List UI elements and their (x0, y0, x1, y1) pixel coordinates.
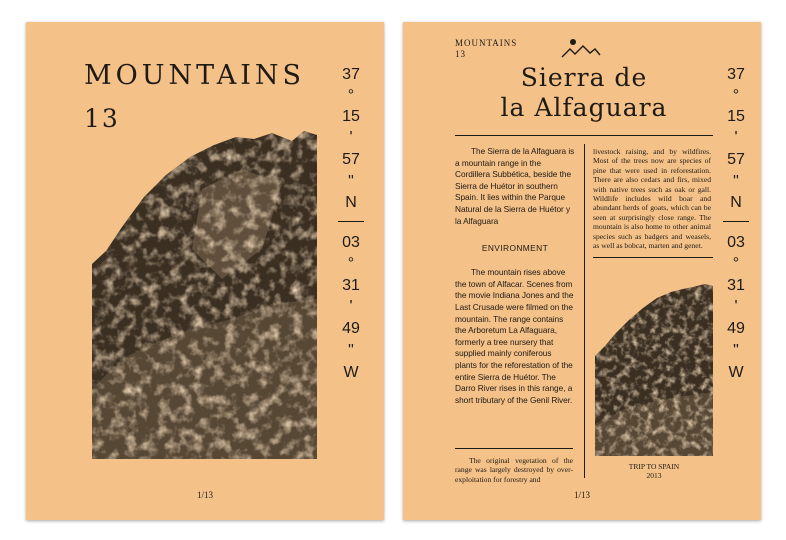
coord-longitude-seconds: 49 (342, 320, 360, 337)
coord-minute-symbol: ' (734, 298, 738, 315)
coord-degree-symbol: ° (732, 87, 740, 104)
running-header-number: 13 (455, 49, 466, 59)
coord-longitude-minutes: 31 (727, 277, 745, 294)
coord-divider (723, 221, 749, 222)
coord-second-symbol: " (733, 342, 739, 359)
column-left-rule (455, 448, 573, 449)
photo-caption-year: 2013 (646, 471, 662, 480)
coord-second-symbol: " (348, 342, 354, 359)
photo-caption (593, 462, 715, 480)
mountain-icon (560, 37, 602, 59)
coord-minute-symbol: ' (349, 129, 353, 146)
coord-longitude-degrees: 03 (727, 234, 745, 251)
running-header-title: MOUNTAINS (455, 38, 518, 48)
coord-latitude-minutes: 15 (342, 108, 360, 125)
coord-longitude-seconds: 49 (727, 320, 745, 337)
coord-second-symbol: " (348, 173, 354, 190)
page-folio: 1/13 (573, 490, 590, 500)
intro-paragraph: The Sierra de la Alfaguara is a mountain range in the Cordillera Subbética, beside the Sierra de Huétor in southern Spain. It lies within the Parque Natural de la Sierra de Huétor y la Alfaguara (455, 146, 575, 226)
coord-longitude-minutes: 31 (342, 277, 360, 294)
coord-latitude-seconds: 57 (727, 151, 745, 168)
page-title: MOUNTAINS (84, 60, 305, 91)
section-heading: ENVIRONMENT (481, 243, 549, 254)
coord-west: W (728, 364, 744, 381)
column-left (455, 146, 575, 406)
article-title (455, 63, 713, 123)
mountain-photo-small (595, 284, 713, 456)
page-folio: 1/13 (196, 490, 213, 500)
title-rule (455, 135, 713, 136)
coord-degree-symbol: ° (347, 255, 355, 272)
coord-divider (338, 221, 364, 222)
coord-minute-symbol: ' (349, 298, 353, 315)
mountain-photo (92, 129, 317, 459)
coord-latitude-minutes: 15 (727, 108, 745, 125)
coord-latitude-degrees: 37 (727, 66, 745, 83)
coord-minute-symbol: ' (734, 129, 738, 146)
coord-longitude-degrees: 03 (342, 234, 360, 251)
vegetation-paragraph-end: livestock raising, and by wildfires. Most of the trees now are species of pine that were used in reforestation. There are also cedars and firs, mixed with native trees such as oak or gall. Wildlife includes wild boar and abundant herds of goats, which can be seen at surprisingly close range. The mountain is also home to other animal species such as badgers and weasels, as well as bobcat, marten and genet. (593, 147, 711, 251)
coord-latitude-degrees: 37 (342, 66, 360, 83)
coord-north: N (730, 194, 742, 211)
column-right (593, 147, 711, 250)
coord-north: N (345, 194, 357, 211)
article-title-line-2: la Alfaguara (500, 93, 668, 122)
coord-west: W (343, 364, 359, 381)
environment-paragraph: The mountain rises above the town of Alfacar. Scenes from the movie Indiana Jones and the Last Crusade were filmed on the mountain. The range contains the Arboretum La Alfaguara, formerly a tree nursery that supplied mainly coniferous plants for the reforestation of the entire Sierra de Huétor. The Darro River rises in this range, a short tributary of the Genil River. (455, 267, 574, 405)
article-title-line-1: Sierra de (520, 63, 648, 92)
column-rule (584, 144, 585, 478)
photo-caption-title: TRIP TO SPAIN (628, 462, 680, 471)
left-page (26, 22, 384, 520)
vegetation-paragraph-start: The original vegetation of the range was largely destroyed by over-exploitation for forestry and (455, 456, 573, 484)
running-header (455, 38, 517, 60)
coord-latitude-seconds: 57 (342, 151, 360, 168)
right-page (403, 22, 761, 520)
column-right-rule (593, 257, 713, 258)
coord-degree-symbol: ° (347, 87, 355, 104)
coord-degree-symbol: ° (732, 255, 740, 272)
coord-second-symbol: " (733, 173, 739, 190)
column-left-bottom (455, 456, 573, 484)
issue-number: 13 (84, 104, 120, 133)
